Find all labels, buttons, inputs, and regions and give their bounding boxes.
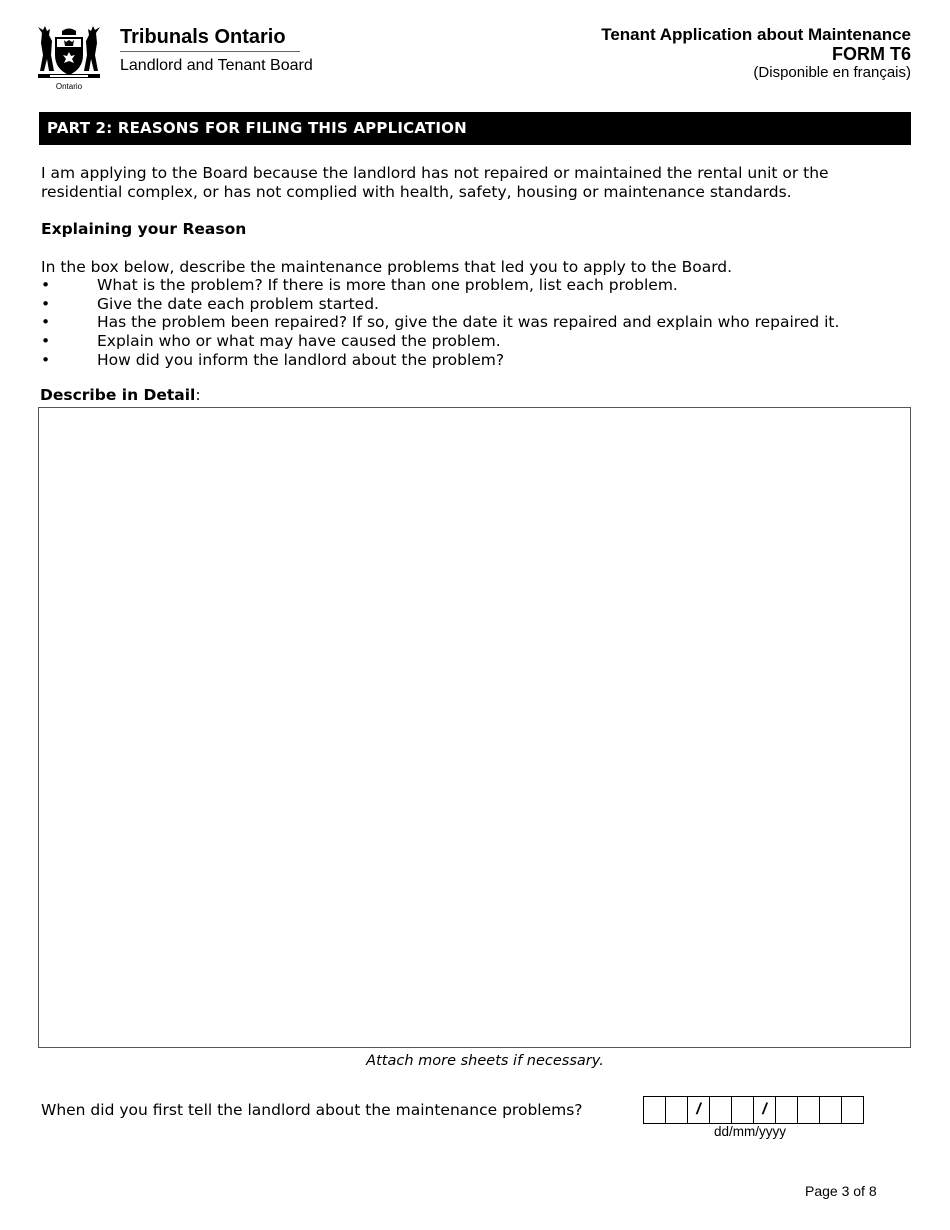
section-banner: PART 2: REASONS FOR FILING THIS APPLICATION [39,112,911,145]
form-title: Tenant Application about Maintenance [601,25,911,44]
notice-date-field[interactable] [644,1096,864,1124]
describe-label-text: Describe in Detail [40,386,196,404]
date-year-digit-3[interactable] [819,1096,842,1124]
list-item-text: What is the problem? If there is more than one problem, list each problem. [97,276,678,294]
date-year-digit-1[interactable] [775,1096,798,1124]
form-number: FORM T6 [832,44,911,64]
bullet-icon: • [41,332,51,351]
board-name: Landlord and Tenant Board [120,57,313,74]
bullet-icon: • [41,294,51,313]
bullet-icon: • [41,313,51,332]
detail-textarea[interactable] [38,407,911,1048]
list-item [41,351,921,370]
list-item-text: Has the problem been repaired? If so, give the date it was repaired and explain who repaired it. [97,313,840,332]
bullet-icon: • [41,276,51,294]
intro-paragraph: I am applying to the Board because the landlord has not repaired or maintained the rental unit or the residential complex, or has not complied with health, safety, housing or maintenance standards. [41,164,829,201]
list-item-text: Explain who or what may have caused the problem. [97,332,501,351]
date-month-digit-1[interactable] [709,1096,732,1124]
bullet-icon: • [41,350,51,369]
date-format-hint: dd/mm/yyyy [714,1124,787,1139]
date-year-digit-4[interactable] [841,1096,864,1124]
instruction-list [41,276,921,370]
describe-label-colon: : [195,386,201,404]
list-item [41,313,921,332]
list-item [41,332,921,351]
french-availability-note: (Disponible en français) [753,64,911,81]
header-divider [120,51,300,52]
instruction-text: In the box below, describe the maintenance problems that led you to apply to the Board. [41,258,733,276]
page-number: Page 3 of 8 [805,1183,877,1199]
form-identity [601,25,911,81]
attach-note: Attach more sheets if necessary. [366,1053,604,1069]
date-day-digit-2[interactable] [665,1096,688,1124]
date-month-digit-2[interactable] [731,1096,754,1124]
describe-label [40,386,201,404]
date-day-digit-1[interactable] [643,1096,666,1124]
list-item [41,295,921,314]
notice-date-question: When did you first tell the landlord about the maintenance problems? [41,1101,583,1119]
date-separator: / [687,1096,710,1124]
list-item-text: How did you inform the landlord about the problem? [97,350,505,369]
logo-caption: Ontario [55,82,83,91]
list-item-text: Give the date each problem started. [97,294,379,313]
explain-heading: Explaining your Reason [41,220,247,238]
list-item [41,276,921,295]
date-year-digit-2[interactable] [797,1096,820,1124]
organization-name: Tribunals Ontario [120,26,286,48]
date-separator: / [753,1096,776,1124]
